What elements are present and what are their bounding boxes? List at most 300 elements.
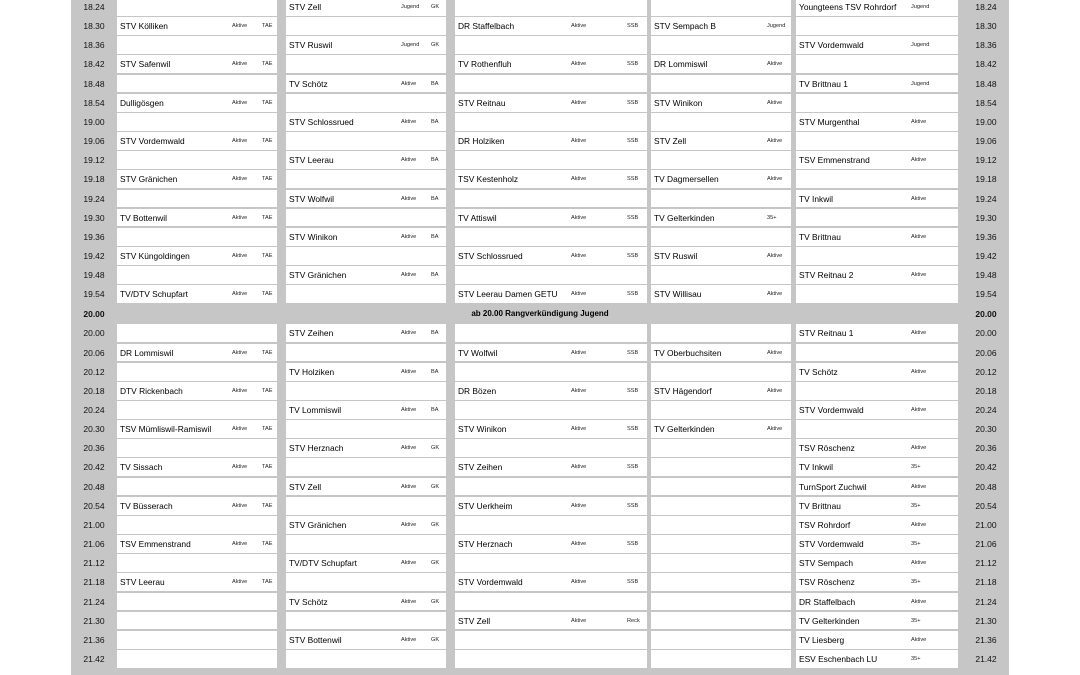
category-label: Aktive [911,195,927,202]
slot-cell [286,631,446,649]
discipline-label: SSB [627,23,639,30]
category-label: Aktive [767,99,783,106]
category-label: Aktive [911,272,927,279]
schedule-row [71,132,1009,151]
slot-cell [286,324,446,342]
category-label: Aktive [401,118,417,125]
discipline-label: SSB [627,138,639,145]
category-label: Aktive [911,560,927,567]
discipline-label: GK [431,42,440,49]
slot-cell [651,55,791,73]
time-label-left: 18.30 [83,21,105,32]
category-label: 35+ [911,541,921,548]
category-label: Aktive [571,387,587,394]
category-label: Aktive [401,636,417,643]
schedule-row [71,382,1009,401]
team-name: STV Vordemwald [799,40,864,51]
category-label: 35+ [911,502,921,509]
slot-cell [651,344,791,362]
category-label: Jugend [767,23,786,30]
category-label: Aktive [767,426,783,433]
slot-cell [286,516,446,534]
slot-cell [651,132,791,150]
team-name: TV Schötz [289,78,328,89]
team-name: STV Vordemwald [799,405,864,415]
schedule-row [71,535,1009,554]
slot-cell [117,650,277,668]
slot-cell [286,573,446,591]
slot-cell [455,401,647,419]
discipline-label: GK [431,4,440,10]
discipline-label: BA [431,272,439,279]
slot-cell [455,612,647,630]
time-label-right: 20.18 [975,385,997,396]
category-label: 35+ [911,464,921,471]
time-label-right: 19.12 [975,155,997,166]
slot-cell [796,228,958,246]
slot-cell [651,573,791,591]
slot-cell [455,55,647,73]
slot-cell [286,363,446,381]
team-name: TV Attiswil [458,212,497,223]
slot-cell [796,478,958,496]
time-label-left: 21.06 [83,539,105,550]
time-label-left: 21.00 [83,519,105,530]
slot-cell [117,478,277,496]
team-name: ESV Eschenbach LU [799,653,878,664]
team-name: TSV Röschenz [799,443,855,454]
team-name: STV Leerau [120,577,165,588]
category-label: Aktive [232,252,248,259]
team-name: TV Bottenwil [120,212,168,223]
slot-cell [455,209,647,227]
slot-cell [117,324,277,342]
category-label: Aktive [232,291,248,298]
team-name: STV Zell [458,615,491,626]
slot-cell [796,554,958,572]
category-label: Aktive [911,483,927,490]
time-label-left: 19.36 [83,231,105,242]
slot-cell [651,190,791,208]
slot-cell [796,363,958,381]
schedule-row [71,94,1009,113]
slot-cell [651,94,791,112]
slot-cell [796,344,958,362]
time-label-right: 20.54 [975,500,997,511]
category-label: Aktive [911,598,927,605]
category-label: Aktive [767,349,783,356]
category-label: Aktive [911,157,927,164]
slot-cell [286,75,446,93]
team-name: STV Gränichen [289,519,347,530]
team-name: TV Gelterkinden [799,615,860,626]
discipline-label: SSB [627,176,639,183]
team-name: STV Küngoldingen [120,250,190,261]
category-label: Aktive [911,233,927,240]
schedule-row [71,209,1009,228]
team-name: STV Vordemwald [120,136,185,147]
slot-cell [651,151,791,169]
slot-cell [286,0,446,16]
team-name: STV Wolfwil [289,193,334,204]
category-label: 35+ [767,214,777,221]
category-label: Aktive [571,291,587,298]
time-label-right: 19.30 [975,212,997,223]
discipline-label: TAE [262,349,273,356]
slot-cell [796,0,958,16]
slot-cell [117,420,277,438]
category-label: Aktive [232,138,248,145]
slot-cell [117,190,277,208]
slot-cell [796,94,958,112]
slot-cell [796,516,958,534]
slot-cell [455,497,647,515]
category-label: Jugend [401,4,420,10]
time-label-right: 19.00 [975,116,997,127]
time-label-left: 18.24 [83,2,105,12]
separator-time-right: 20.00 [975,309,997,320]
slot-cell [796,573,958,591]
time-label-right: 19.18 [975,174,997,185]
team-name: TurnSport Zuchwil [799,481,867,492]
discipline-label: SSB [627,426,639,433]
discipline-label: SSB [627,61,639,68]
slot-cell [117,55,277,73]
discipline-label: GK [431,445,440,452]
category-label: 35+ [911,579,921,586]
slot-cell [117,612,277,630]
discipline-label: SSB [627,579,639,586]
slot-cell [455,113,647,131]
team-name: TV Inkwil [799,193,833,204]
schedule-row [71,650,1009,669]
slot-cell [117,247,277,265]
slot-cell [117,344,277,362]
time-label-left: 19.42 [83,250,105,261]
slot-cell [796,285,958,303]
slot-cell [117,75,277,93]
discipline-label: TAE [262,252,273,259]
team-name: DR Lommiswil [120,347,174,358]
slot-cell [117,458,277,476]
schedule-row [71,439,1009,458]
slot-cell [117,151,277,169]
time-label-left: 21.18 [83,577,105,588]
discipline-label: SSB [627,214,639,221]
slot-cell [117,573,277,591]
team-name: TV Liesberg [799,634,845,645]
slot-cell [455,593,647,611]
team-name: DR Staffelbach [458,21,515,32]
slot-cell [286,439,446,457]
slot-cell [796,132,958,150]
slot-cell [286,650,446,668]
discipline-label: TAE [262,61,273,68]
slot-cell [117,382,277,400]
team-name: DR Holziken [458,136,505,147]
time-label-left: 20.36 [83,443,105,454]
time-label-right: 19.48 [975,270,997,281]
slot-cell [286,94,446,112]
schedule-row [71,573,1009,592]
slot-cell [117,17,277,35]
team-name: TV Gelterkinden [654,424,715,435]
slot-cell [286,132,446,150]
category-label: Aktive [571,502,587,509]
category-label: Jugend [401,42,420,49]
category-label: Aktive [571,579,587,586]
team-name: STV Zell [654,136,687,147]
slot-cell [117,132,277,150]
team-name: TSV Rohrdorf [799,519,851,530]
slot-cell [286,247,446,265]
slot-cell [455,228,647,246]
slot-cell [455,439,647,457]
slot-cell [651,401,791,419]
slot-cell [286,285,446,303]
team-name: TSV Emmenstrand [120,539,191,550]
slot-cell [651,631,791,649]
time-label-right: 21.42 [975,653,997,664]
discipline-label: GK [431,483,440,490]
schedule-row [71,0,1009,17]
category-label: Aktive [571,61,587,68]
schedule-sheet [71,0,1009,675]
slot-cell [455,516,647,534]
category-label: Aktive [571,617,587,624]
slot-cell [651,612,791,630]
schedule-row [71,478,1009,497]
slot-cell [117,36,277,54]
category-label: Aktive [232,23,248,30]
team-name: DTV Rickenbach [120,385,183,396]
schedule-row [71,113,1009,132]
time-label-left: 20.30 [83,424,105,435]
team-name: STV Leerau [289,155,334,166]
slot-cell [117,497,277,515]
slot-cell [796,17,958,35]
slot-cell [117,535,277,553]
team-name: DR Lommiswil [654,59,708,70]
slot-cell [455,650,647,668]
time-label-left: 20.18 [83,385,105,396]
category-label: Aktive [767,176,783,183]
time-label-right: 20.48 [975,481,997,492]
slot-cell [651,209,791,227]
slot-cell [455,420,647,438]
category-label: Aktive [401,233,417,240]
slot-cell [651,0,791,16]
discipline-label: TAE [262,214,273,221]
team-name: TV Schötz [799,366,838,377]
slot-cell [651,650,791,668]
slot-cell [796,209,958,227]
schedule-row [71,55,1009,74]
slot-cell [651,382,791,400]
slot-cell [455,631,647,649]
team-name: STV Gränichen [120,174,178,185]
slot-cell [286,593,446,611]
slot-cell [796,247,958,265]
slot-cell [796,612,958,630]
slot-cell [286,36,446,54]
discipline-label: BA [431,368,439,375]
slot-cell [286,612,446,630]
team-name: STV Ruswil [654,250,698,261]
time-label-right: 21.06 [975,539,997,550]
time-label-left: 20.06 [83,347,105,358]
slot-cell [455,151,647,169]
slot-cell [651,36,791,54]
category-label: Aktive [232,502,248,509]
category-label: Aktive [911,445,927,452]
slot-cell [796,170,958,188]
slot-cell [286,17,446,35]
time-label-left: 21.36 [83,634,105,645]
slot-cell [796,497,958,515]
time-label-right: 20.12 [975,366,997,377]
discipline-label: SSB [627,349,639,356]
category-label: Aktive [767,252,783,259]
category-label: Aktive [571,464,587,471]
schedule-row [71,285,1009,304]
slot-cell [455,170,647,188]
slot-cell [455,17,647,35]
time-label-left: 21.30 [83,615,105,626]
slot-cell [455,382,647,400]
category-label: Aktive [571,541,587,548]
discipline-label: BA [431,80,439,87]
category-label: Aktive [911,407,927,413]
category-label: Aktive [571,138,587,145]
slot-cell [455,344,647,362]
team-name: TV Inkwil [799,462,833,473]
slot-cell [286,209,446,227]
slot-cell [796,382,958,400]
category-label: Aktive [401,330,417,337]
time-label-right: 18.42 [975,59,997,70]
category-label: Aktive [571,23,587,30]
discipline-label: TAE [262,291,273,298]
category-label: Jugend [911,4,930,10]
discipline-label: BA [431,233,439,240]
slot-cell [455,285,647,303]
slot-cell [651,439,791,457]
time-label-right: 18.48 [975,78,997,89]
time-label-right: 20.30 [975,424,997,435]
category-label: Aktive [232,214,248,221]
discipline-label: SSB [627,387,639,394]
slot-cell [117,593,277,611]
schedule-row [71,324,1009,343]
slot-cell [796,439,958,457]
team-name: TV Gelterkinden [654,212,715,223]
time-label-right: 19.54 [975,289,997,300]
category-label: Aktive [911,330,927,337]
slot-cell [796,55,958,73]
category-label: Aktive [571,176,587,183]
time-label-left: 20.42 [83,462,105,473]
discipline-label: SSB [627,291,639,298]
team-name: TV Lommiswil [289,405,342,415]
slot-cell [455,478,647,496]
discipline-label: SSB [627,541,639,548]
category-label: Aktive [401,483,417,490]
slot-cell [651,478,791,496]
discipline-label: BA [431,195,439,202]
slot-cell [286,554,446,572]
slot-cell [651,497,791,515]
slot-cell [286,113,446,131]
slot-cell [286,535,446,553]
category-label: Aktive [401,80,417,87]
slot-cell [796,266,958,284]
discipline-label: TAE [262,464,273,471]
team-name: STV Winikon [289,231,338,242]
discipline-label: TAE [262,502,273,509]
time-label-left: 21.24 [83,596,105,607]
category-label: Aktive [401,521,417,528]
time-label-left: 18.54 [83,97,105,108]
slot-cell [286,458,446,476]
schedule-row [71,554,1009,573]
team-name: STV Willisau [654,289,702,300]
category-label: Aktive [401,560,417,567]
team-name: TV Schötz [289,596,328,607]
slot-cell [651,593,791,611]
time-label-right: 18.30 [975,21,997,32]
time-label-left: 20.24 [83,405,105,415]
time-label-left: 19.18 [83,174,105,185]
slot-cell [796,151,958,169]
team-name: TV Dagmersellen [654,174,719,185]
slot-cell [117,209,277,227]
slot-cell [455,190,647,208]
team-name: STV Herznach [458,539,513,550]
discipline-label: BA [431,157,439,164]
discipline-label: GK [431,521,440,528]
slot-cell [455,535,647,553]
slot-cell [455,94,647,112]
time-label-right: 21.30 [975,615,997,626]
team-name: DR Bözen [458,385,497,396]
category-label: Aktive [571,349,587,356]
slot-cell [651,420,791,438]
discipline-label: SSB [627,502,639,509]
category-label: Aktive [401,368,417,375]
discipline-label: TAE [262,579,273,586]
slot-cell [796,113,958,131]
slot-cell [117,285,277,303]
slot-cell [651,363,791,381]
discipline-label: TAE [262,387,273,394]
time-label-right: 21.18 [975,577,997,588]
separator-time-left: 20.00 [83,309,105,320]
slot-cell [286,497,446,515]
discipline-label: TAE [262,176,273,183]
team-name: TSV Mümliswil-Ramiswil [120,424,212,435]
slot-cell [286,190,446,208]
slot-cell [796,324,958,342]
slot-cell [286,401,446,419]
team-name: Youngteens TSV Rohrdorf [799,2,897,12]
slot-cell [651,266,791,284]
slot-cell [455,36,647,54]
slot-cell [117,363,277,381]
category-label: Aktive [911,118,927,125]
team-name: STV Zeihen [289,328,334,339]
team-name: STV Vordemwald [458,577,523,588]
